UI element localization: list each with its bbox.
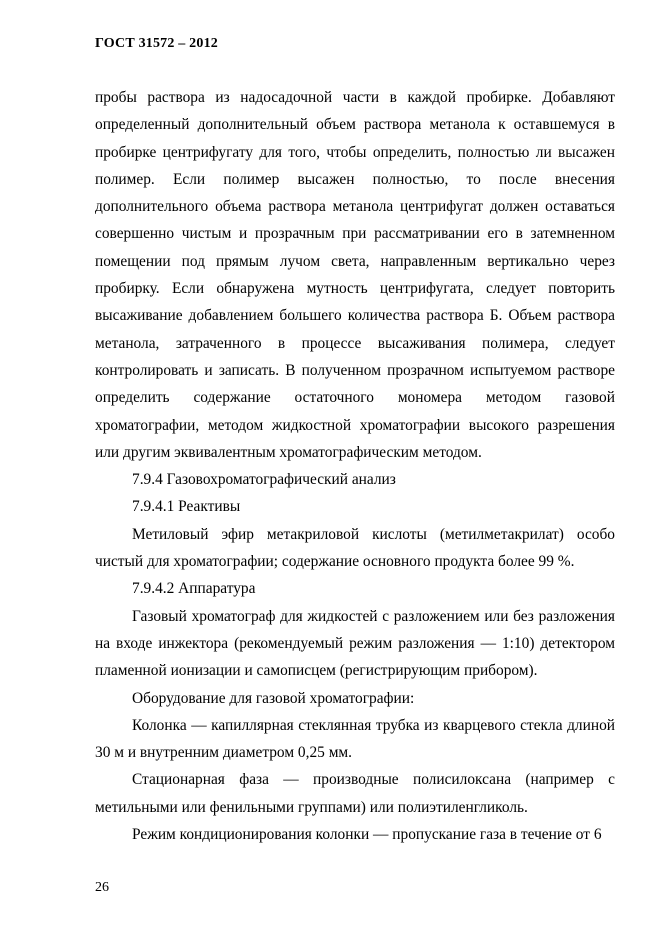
paragraph-continuation: пробы раствора из надосадочной части в каждой пробирке. Добавляют определенный дополнительный объем раствора метанола к оставшемуся в пробирке центрифугату для того, чтобы определить, полностью ли высажен полимер. Если полимер высажен полностью, то после внесения дополнительного объема раствора метанола центрифугат должен оставаться совершенно чистым и прозрачным при рассматривании его в затемненном помещении под прямым лучом света, направленным вертикально через пробирку. Если обнаружена мутность центрифугата, следует повторить высаживание добавлением большего количества раствора Б. Объем раствора метанола, затраченного в процессе высаживания полимера, следует контролировать и записать. В полученном прозрачном испытуемом растворе определить содержание остаточного мономера методом газовой хроматографии, методом жидкостной хроматографии высокого разрешения или другим эквивалентным хроматографическим методом. bbox=[95, 89, 615, 461]
document-header: ГОСТ 31572 – 2012 bbox=[95, 36, 218, 51]
section-heading-7-9-4-2: 7.9.4.2 Аппаратура bbox=[132, 580, 256, 598]
section-heading-7-9-4-1: 7.9.4.1 Реактивы bbox=[132, 498, 241, 516]
paragraph-equipment-heading: Оборудование для газовой хроматографии: bbox=[132, 689, 415, 707]
paragraph-stationary-phase: Стационарная фаза — производные полисилоксана (например с метильными или фенильными группами) или полиэтиленгликоль. bbox=[95, 771, 615, 816]
paragraph-reagents: Метиловый эфир метакриловой кислоты (метилметакрилат) особо чистый для хроматографии; содержание основного продукта более 99 %. bbox=[95, 525, 615, 571]
section-heading-7-9-4: 7.9.4 Газовохроматографический анализ bbox=[132, 471, 396, 489]
document-body bbox=[95, 84, 615, 848]
paragraph-chromatograph: Газовый хроматограф для жидкостей с разложением или без разложения на входе инжектора (рекомендуемый режим разложения — 1:10) детектором пламенной ионизации и самописцем (регистрирующим прибором). bbox=[95, 607, 615, 680]
paragraph-conditioning: Режим кондиционирования колонки — пропускание газа в течение от 6 bbox=[132, 826, 602, 844]
paragraph-column: Колонка — капиллярная стеклянная трубка из кварцевого стекла длиной 30 м и внутренним диаметром 0,25 мм. bbox=[95, 716, 615, 762]
page-number: 26 bbox=[95, 880, 109, 895]
